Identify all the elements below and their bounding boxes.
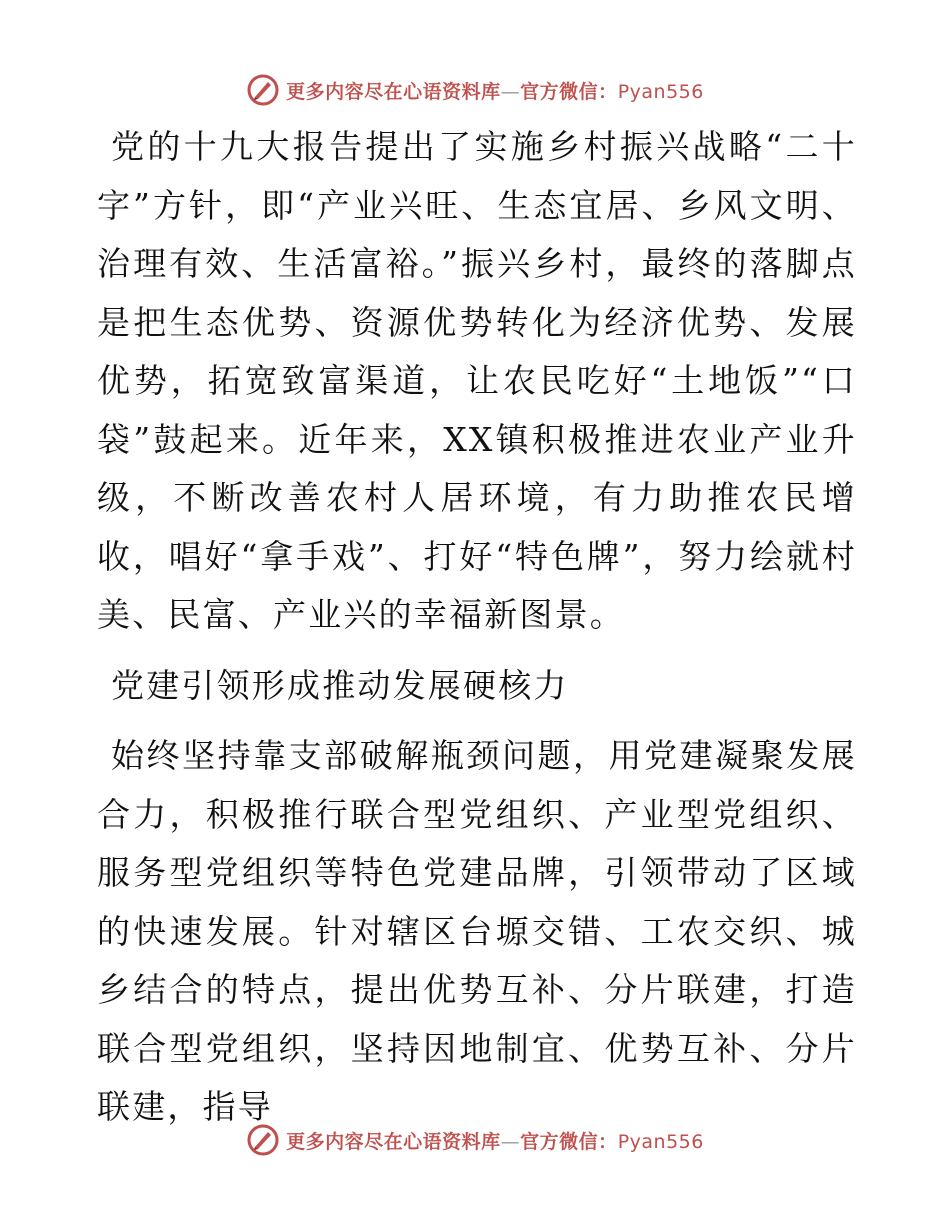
quill-seal-icon [246, 73, 280, 107]
section-heading: 党建引领形成推动发展硬核力 [111, 665, 569, 705]
watermark-text [286, 77, 704, 104]
watermark-contact-label: 官方微信： [520, 80, 618, 103]
watermark-brand: 更多内容尽在心语资料库 [286, 1130, 501, 1153]
watermark-separator: — [500, 1130, 521, 1153]
watermark-text [286, 1127, 704, 1154]
watermark-separator: — [500, 80, 521, 103]
quill-seal-icon [246, 1123, 280, 1157]
watermark-header [0, 70, 950, 110]
watermark-contact-id: Pyan556 [617, 1130, 704, 1153]
watermark-contact-id: Pyan556 [617, 80, 704, 103]
watermark-brand: 更多内容尽在心语资料库 [286, 80, 501, 103]
paragraph-party-building: 始终坚持靠支部破解瓶颈问题，用党建凝聚发展合力，积极推行联合型党组织、产业型党组织、服务型党组织等特色党建品牌，引领带动了区域的快速发展。针对辖区台塬交错、工农交织、城乡结合的特点，提出优势互补、分片联建，打造联合型党组织，坚持因地制宜、优势互补、分片联建，指导 [97, 736, 857, 1126]
watermark-footer [0, 1120, 950, 1160]
watermark-contact-label: 官方微信： [520, 1130, 618, 1153]
paragraph-intro: 党的十九大报告提出了实施乡村振兴战略“二十字”方针，即“产业兴旺、生态宜居、乡风文明、治理有效、生活富裕。”振兴乡村，最终的落脚点是把生态优势、资源优势转化为经济优势、发展优势，拓宽致富渠道，让农民吃好“土地饭”“口袋”鼓起来。近年来，XX镇积极推进农业产业升级，不断改善农村人居环境，有力助推农民增收，唱好“拿手戏”、打好“特色牌”，努力绘就村美、民富、产业兴的幸福新图景。 [97, 127, 857, 634]
document-body [97, 118, 857, 1137]
